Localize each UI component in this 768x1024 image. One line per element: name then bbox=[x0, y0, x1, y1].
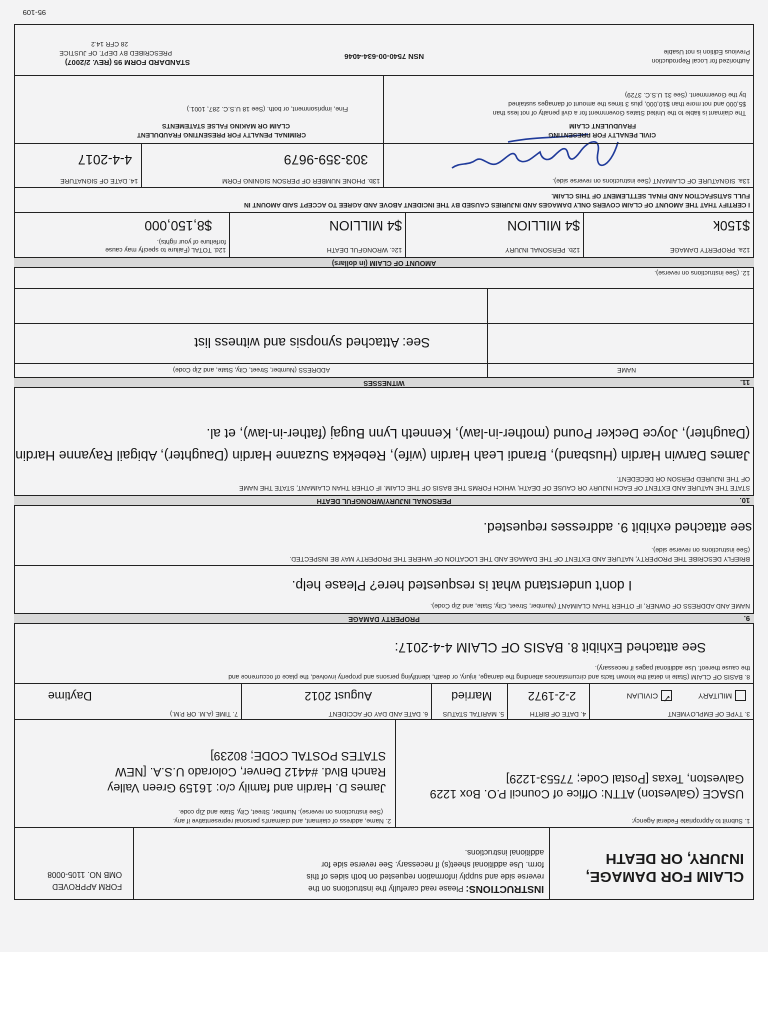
item9-describe-label2: (See instructions on reverse side). bbox=[651, 546, 750, 553]
item8-label1: 8. BASIS OF CLAIM (State in detail the known facts and circumstances attending the damage, injury, or death, identifying persons and property involved, the place of occurrence and bbox=[228, 673, 750, 680]
item6-value[interactable]: August 2012 bbox=[304, 689, 372, 703]
footer-nsn: NSN 7540-00-634-4046 bbox=[344, 52, 424, 61]
form-approved: FORM APPROVED bbox=[52, 882, 122, 891]
item12d-label1: 12d. TOTAL (Failure to specify may cause bbox=[105, 246, 226, 253]
item10-line2[interactable]: (Daughter), Joyce Decker Pound (mother-in-law), Kenneth Lynn Bugaj (father-in-law), et al. bbox=[206, 426, 750, 441]
item12d-label2: forfeiture of your rights). bbox=[157, 238, 226, 245]
item7-value[interactable]: Daytime bbox=[47, 689, 92, 703]
item8-label2: the cause thereof. Use additional pages if necessary). bbox=[594, 664, 750, 671]
item11-bar: WITNESSES bbox=[14, 377, 754, 388]
item11-address-label: ADDRESS (Number, Street, City, State, and Zip Code) bbox=[172, 366, 330, 373]
instructions-text2: reverse side and supply information requested on both sides of this bbox=[306, 872, 544, 881]
form-number: 95-109 bbox=[22, 8, 46, 17]
item13b-label: 13b. PHONE NUMBER OF PERSON SIGNING FORM bbox=[222, 177, 380, 184]
item10-label1: STATE THE NATURE AND EXTENT OF EACH INJURY OR CAUSE OF DEATH, WHICH FORMS THE BASIS OF THE CLAIM. IF OTHER THAN CLAIMANT, STATE THE NAME bbox=[239, 484, 750, 491]
civil-penalty-text2: $5,000 and not more than $10,000, plus 3 times the amount of damages sustained bbox=[508, 100, 746, 107]
footer-std-form: STANDARD FORM 95 (REV. 2/2007) bbox=[64, 58, 190, 67]
item12c-label: 12c. WRONGFUL DEATH bbox=[326, 246, 402, 253]
item6-label: 6. DATE AND DAY OF ACCIDENT bbox=[328, 710, 428, 717]
item10-label2: OF THE INJURED PERSON OR DECEDENT. bbox=[616, 475, 750, 482]
item9-owner-label: NAME AND ADDRESS OF OWNER, IF OTHER THAN CLAIMANT (Number, Street, City, State, and Zip Code). bbox=[430, 602, 750, 609]
item4-value[interactable]: 2-2-1972 bbox=[527, 689, 576, 703]
civil-penalty-title2: FRAUDULENT CLAIM bbox=[569, 122, 636, 129]
footer-auth1: Authorized for Local Reproduction bbox=[651, 57, 750, 64]
item2-line3[interactable]: STATES POSTAL CODE; 80239] bbox=[210, 749, 386, 763]
footer-cfr: 28 CFR 14.2 bbox=[91, 40, 128, 47]
item2-line2[interactable]: Ranch Blvd. #4412 Denver, Colorado U.S.A. [NEW bbox=[115, 765, 386, 779]
item9-describe-label1: BRIEFLY DESCRIBE THE PROPERTY, NATURE AND EXTENT OF THE DAMAGE AND THE LOCATION OF WHERE THE PROPERTY MAY BE INSPECTED. bbox=[289, 555, 750, 562]
civil-penalty-title1: CIVIL PENALTY FOR PRESENTING bbox=[548, 131, 656, 138]
item14-value[interactable]: 4-4-2017 bbox=[77, 152, 132, 167]
item3-label: 3. TYPE OF EMPLOYMENT bbox=[667, 710, 750, 717]
form-title-line2: INJURY, OR DEATH bbox=[605, 850, 744, 867]
item12-bar: AMOUNT OF CLAIM (in dollars) bbox=[14, 257, 754, 268]
certify-line1: I CERTIFY THAT THE AMOUNT OF CLAIM COVERS ONLY DAMAGES AND INJURIES CAUSED BY THE INCIDENT ABOVE AND AGREE TO ACCEPT SAID AMOUNT IN bbox=[244, 201, 750, 208]
item12b-value[interactable]: $4 MILLION bbox=[507, 218, 580, 233]
criminal-penalty-title2: CLAIM OR MAKING FALSE STATEMENTS bbox=[162, 122, 290, 129]
form-title-line1: CLAIM FOR DAMAGE, bbox=[585, 868, 744, 885]
item9-num: 9. bbox=[743, 614, 750, 623]
item12a-label: 12a. PROPERTY DAMAGE bbox=[670, 246, 750, 253]
certify-line2: FULL SATISFACTION AND FINAL SETTLEMENT OF THIS CLAIM. bbox=[551, 192, 750, 199]
criminal-penalty-title1: CRIMINAL PENALTY FOR PRESENTING FRAUDULENT bbox=[136, 131, 306, 138]
item10-line1[interactable]: James Darwin Hardin (Husband), Brandi Leah Hardin (wife), Rebekka Suzanne Hardin (Daughter), Abigail Rayanne Hardin bbox=[15, 448, 750, 463]
omb-number: OMB NO. 1105-0008 bbox=[47, 870, 122, 879]
item1-value[interactable]: USACE (Galveston) ATTN: Office of Council P.O. Box 1229 bbox=[429, 787, 744, 801]
instructions-text4: additional instructions. bbox=[464, 848, 544, 857]
item1-value2[interactable]: Galveston, Texas [Postal Code; 77553-1229] bbox=[506, 772, 744, 786]
item5-label: 5. MARITAL STATUS bbox=[442, 710, 504, 717]
item10-num: 10. bbox=[739, 496, 750, 505]
item7-label: 7. TIME (A.M. OR P.M.) bbox=[169, 710, 238, 717]
item12c-value[interactable]: $4 MILLION bbox=[329, 218, 402, 233]
item10-bar: PERSONAL INJURY/WRONGFUL DEATH bbox=[14, 495, 754, 506]
footer-prescribed: PRESCRIBED BY DEPT. OF JUSTICE bbox=[59, 49, 172, 56]
item3-civilian[interactable]: ✓CIVILIAN bbox=[627, 690, 672, 701]
item5-value[interactable]: Married bbox=[451, 689, 492, 703]
item9-owner-value[interactable]: I don't understand what is resquested here? Please help. bbox=[291, 578, 632, 593]
item11-value[interactable]: See: Attached synopsis and witness list bbox=[194, 335, 430, 350]
item2-label1: 2. Name, address of claimant, and claimant's personal representative if any. bbox=[173, 817, 391, 824]
item12-label: 12. (See instructions on reverse). bbox=[654, 269, 750, 276]
civil-penalty-text1: The claimant is liable to the United States Government for a civil penalty of not less than bbox=[492, 109, 746, 116]
criminal-penalty-text1: Fine, imprisonment, or both. (See 18 U.S.C. 287, 1001.) bbox=[186, 105, 348, 112]
item13a-label: 13a. SIGNATURE OF CLAIMANT (See instructions on reverse side). bbox=[552, 177, 750, 184]
item1-label: 1. Submit to Appropriate Federal Agency: bbox=[631, 817, 750, 824]
item4-label: 4. DATE OF BIRTH bbox=[529, 710, 586, 717]
item12a-value[interactable]: $150k bbox=[713, 218, 750, 233]
item14-label: 14. DATE OF SIGNATURE bbox=[60, 177, 138, 184]
item2-line1[interactable]: James D. Hardin and family c/o: 16159 Green Valley bbox=[107, 781, 386, 795]
item12b-label: 12b. PERSONAL INJURY bbox=[505, 246, 580, 253]
item3-military[interactable]: MILITARY bbox=[698, 690, 746, 701]
instructions-text: INSTRUCTIONS: Please read carefully the instructions on the bbox=[308, 883, 544, 894]
item2-label2: (See instructions on reverse). Number, Street, City, State and Zip code. bbox=[178, 808, 383, 815]
item11-name-label: NAME bbox=[617, 366, 636, 373]
item9-bar: PROPERTY DAMAGE bbox=[14, 613, 754, 624]
item8-value[interactable]: See attached Exhibit 8. BASIS OF CLAIM 4-4-2017: bbox=[394, 640, 706, 655]
item9-describe-value[interactable]: see attached exhibit 9. addresses requested. bbox=[483, 520, 752, 535]
instructions-text3: form. Use additional sheet(s) if necessary. See reverse side for bbox=[321, 860, 544, 869]
item13b-value[interactable]: 303-359-9679 bbox=[283, 152, 368, 167]
footer-auth2: Previous Edition is not Usable bbox=[663, 48, 750, 55]
civil-penalty-text3: by the Government. (See 31 U.S.C. 3729) bbox=[624, 91, 746, 98]
item11-num: 11. bbox=[739, 378, 750, 387]
item12d-value[interactable]: $8,150,000 bbox=[144, 218, 212, 233]
